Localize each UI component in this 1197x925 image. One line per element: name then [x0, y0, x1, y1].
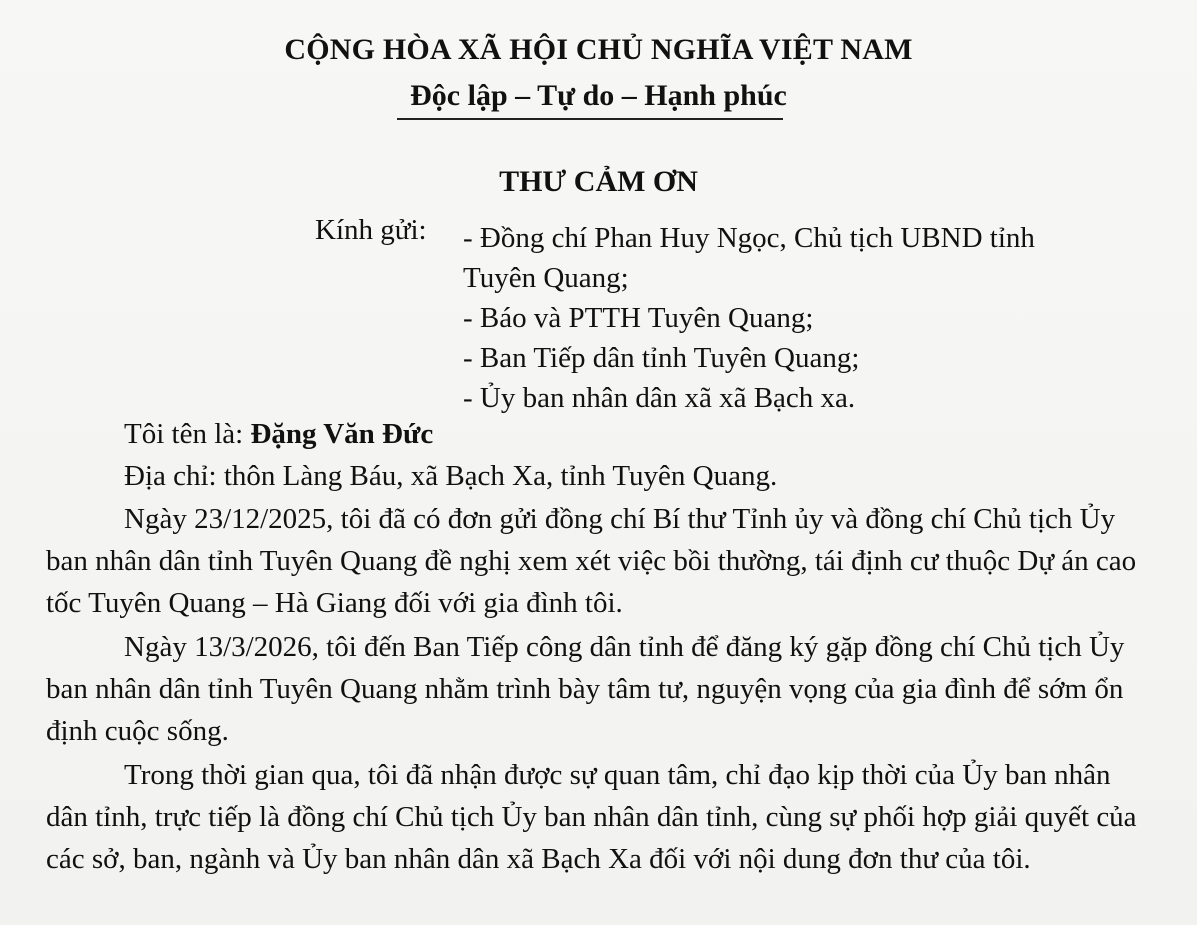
motto-container [0, 74, 1197, 118]
recipient-item: - Ban Tiếp dân tỉnh Tuyên Quang; [463, 342, 860, 374]
recipient-item: - Báo và PTTH Tuyên Quang; [463, 302, 814, 334]
body-paragraph-3: Trong thời gian qua, tôi đã nhận được sự quan tâm, chỉ đạo kịp thời của Ủy ban nhân dân tỉnh, trực tiếp là đồng chí Chủ tịch Ủy ban nhân dân tỉnh, cùng sự phối hợp giải quyết của các sở, ban, ngành và Ủy ban nhân dân xã Bạch Xa đối với nội dung đơn thư của tôi. [46, 759, 1137, 875]
recipient-item: - Đồng chí Phan Huy Ngọc, Chủ tịch UBND tỉnh Tuyên Quang; [463, 222, 1035, 294]
national-motto: Độc lập – Tự do – Hạnh phúc [410, 79, 787, 112]
greeting-label: Kính gửi: [315, 214, 427, 246]
sender-address: Địa chỉ: thôn Làng Báu, xã Bạch Xa, tỉnh Tuyên Quang. [124, 460, 778, 492]
body-paragraph-2: Ngày 13/3/2026, tôi đến Ban Tiếp công dân tỉnh để đăng ký gặp đồng chí Chủ tịch Ủy ban nhân dân tỉnh Tuyên Quang nhằm trình bày tâm tư, nguyện vọng của gia đình để sớm ổn định cuộc sống. [46, 631, 1125, 747]
recipient-item: - Ủy ban nhân dân xã xã Bạch xa. [463, 382, 856, 414]
sender-name-label: Tôi tên là: [124, 418, 244, 450]
motto-underline [397, 118, 783, 120]
sender-name: Đặng Văn Đức [250, 418, 434, 450]
national-title: CỘNG HÒA XÃ HỘI CHỦ NGHĨA VIỆT NAM [284, 33, 913, 66]
sender-name-line [124, 414, 433, 454]
recipient-list [463, 218, 1103, 418]
body-paragraph-1: Ngày 23/12/2025, tôi đã có đơn gửi đồng chí Bí thư Tỉnh ủy và đồng chí Chủ tịch Ủy ban nhân dân tỉnh Tuyên Quang đề nghị xem xét việc bồi thường, tái định cư thuộc Dự án cao tốc Tuyên Quang – Hà Giang đối với gia đình tôi. [46, 503, 1137, 619]
document-title: THƯ CẢM ƠN [499, 165, 698, 198]
